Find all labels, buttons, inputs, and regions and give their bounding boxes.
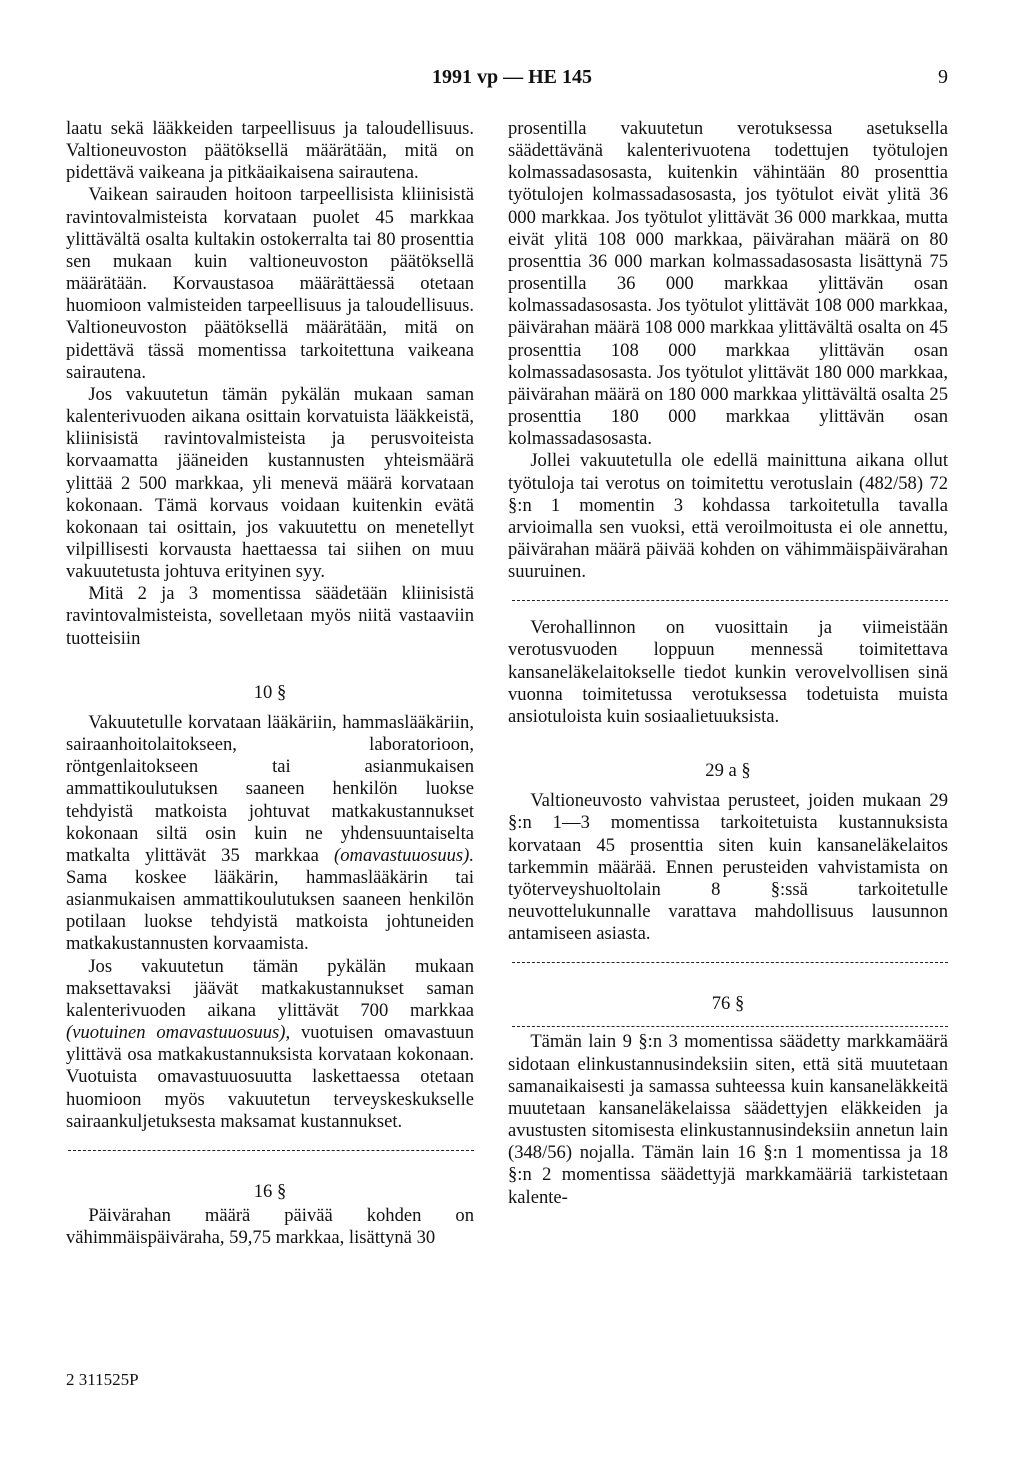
document-title: 1991 vp — HE 145 (431, 66, 593, 88)
page-number: 9 (938, 66, 948, 88)
section-heading-10: 10 § (253, 681, 287, 703)
paragraph: Jos vakuutetun tämän pykälän mukaan maksettavaksi jäävät matkakustannukset saman kalenterivuoden aikana ylittävät 700 markkaa (vuotuinen omavastuuosuus), vuotuisen omavastuun ylittävä osa matkakustannuksista korvataan kokonaan. Vuotuista omavastuuosuutta laskettaessa otetaan huomioon myös vakuutetun terveyskeskukselle sairaankuljetuksesta maksamat kustannukset. (66, 955, 474, 1132)
paragraph: Päivärahan määrä päivää kohden on vähimmäispäiväraha, 59,75 markkaa, lisättynä 30 (66, 1205, 474, 1249)
omission-dashes (508, 589, 948, 611)
italic-term: (omavastuuosuus). (334, 844, 474, 866)
paragraph: Jos vakuutetun tämän pykälän mukaan saman kalenterivuoden aikana osittain korvatuista lääkkeistä, kliinisistä ravintovalmisteista ja perusvoiteista korvaamatta jääneiden kustannusten yhteismäärä ylittää 2 500 markkaa, yli menevä määrä korvataan kokonaan. Tämä korvaus voidaan kuitenkin evätä kokonaan tai osittain, jos vakuutettu on menetellyt vilpillisesti korvausta haettaessa tai siihen on muu vakuutetusta johtuva erityinen syy. (66, 383, 474, 583)
section-heading-29a: 29 a § (705, 760, 751, 782)
paragraph: Verohallinnon on vuosittain ja viimeistään verotusvuoden loppuun mennessä toimitettava kansaneläkelaitokselle tiedot kunkin verovelvollisen sinä vuonna toimitetussa verotuksessa todetuista muista ansiotuloista kuin sosiaalietuuksista. (508, 617, 948, 727)
page-header (0, 66, 1024, 96)
left-column (66, 118, 474, 1249)
paragraph: Mitä 2 ja 3 momentissa säädetään kliinisistä ravintovalmisteista, sovelletaan myös niitä vastaaviin tuotteisiin (66, 583, 474, 649)
paragraph: Tämän lain 9 §:n 3 momentissa säädetty markkamäärä sidotaan elinkustannusindeksiin siten, että sitä muutetaan samanaikaisesti ja samassa suhteessa kuin kansaneläkkeitä muutetaan kansaneläkelaissa säädettyjen eläkkeiden ja avustusten sitomisesta elinkustannusindeksiin annetun lain (348/56) nojalla. Tämän lain 16 §:n 1 momentissa ja 18 §:n 2 momentissa säädettyjä markkamääriä tarkistetaan kalente- (508, 1031, 948, 1208)
paragraph: prosentilla vakuutetun verotuksessa asetuksella säädettävänä kalenterivuotena todettujen työtulojen kolmassadasosasta, kuitenkin vähintään 80 prosenttia työtulojen kolmassadasosasta, jos työtulot eivät ylitä 36 000 markkaa. Jos työtulot ylittävät 36 000 markkaa, mutta eivät ylitä 108 000 markkaa, päivärahan määrä on 80 prosenttia 36 000 markan kolmassadasosasta lisättynä 75 prosentilla 36 000 markkaa ylittävän osan kolmassadasosasta. Jos työtulot ylittävät 108 000 markkaa, päivärahan määrä 108 000 markkaa ylittävältä osalta on 45 prosenttia 108 000 markkaa ylittävän osan kolmassadasosasta. Jos työtulot ylittävät 180 000 markkaa, päivärahan määrä on 180 000 markkaa ylittävältä osalta 25 prosenttia 180 000 markkaa ylittävän osan kolmassadasosasta. (508, 118, 948, 450)
right-column (508, 118, 948, 1209)
paragraph: Vaikean sairauden hoitoon tarpeellisista kliinisistä ravintovalmisteista korvataan puolet 45 markkaa ylittävältä osalta kultakin ostokerralta tai 80 prosenttia sen mukaan kuin valtioneuvoston päätöksellä määrätään. Korvaustasoa määrättäessä otetaan huomioon valmisteiden tarpeellisuus ja taloudellisuus. Valtioneuvoston päätöksellä määrätään, mitä on pidettävä tässä momentissa tarkoitettuna vaikeana sairautena. (66, 184, 474, 383)
footer-code: 2 311525P (66, 1370, 139, 1389)
section-heading-16: 16 § (253, 1180, 287, 1202)
omission-dashes (66, 1139, 474, 1161)
section-heading-76: 76 § (711, 993, 745, 1015)
paragraph: Vakuutetulle korvataan lääkäriin, hammaslääkäriin, sairaanhoitolaitokseen, laboratorioon, röntgenlaitokseen tai asianmukaisen ammattikoulutuksen saaneen henkilön luokse tehdyistä matkoista johtuvat matkakustannukset kokonaan siltä osin kuin ne yhdensuuntaiselta matkalta ylittävät 35 markkaa (omavastuuosuus). Sama koskee lääkärin, hammaslääkärin tai asianmukaisen ammattikoulutuksen saaneen henkilön potilaan luokse tehdyistä matkoista johtuneiden matkakustannusten korvaamista. (66, 711, 474, 955)
paragraph: Jollei vakuutetulla ole edellä mainittuna aikana ollut työtuloja tai verotus on toimitettu verotuslain (482/58) 72 §:n 1 momentin 3 kohdassa tarkoitetulla tavalla arvioimalla sen vuoksi, että veroilmoitusta ei ole annettu, päivärahan määrä päivää kohden on vähimmäispäivärahan suuruinen. (508, 450, 948, 583)
omission-dashes (508, 1015, 948, 1031)
paragraph: Valtioneuvosto vahvistaa perusteet, joiden mukaan 29 §:n 1—3 momentissa tarkoitetuista kustannuksista korvataan 45 prosenttia siten kuin kansaneläkelaitos tarkemmin määrää. Ennen perusteiden vahvistamista on työterveyshuoltolain 8 §:ssä tarkoitetulle neuvottelukunnalle varattava mahdollisuus lausunnon antamiseen asiasta. (508, 790, 948, 945)
omission-dashes (508, 951, 948, 973)
italic-term: (vuotuinen omavastuuosuus), (66, 1022, 291, 1044)
paragraph: laatu sekä lääkkeiden tarpeellisuus ja taloudellisuus. Valtioneuvoston päätöksellä määrätään, mitä on pidettävä vaikeana ja pitkäaikaisena sairautena. (66, 118, 474, 184)
